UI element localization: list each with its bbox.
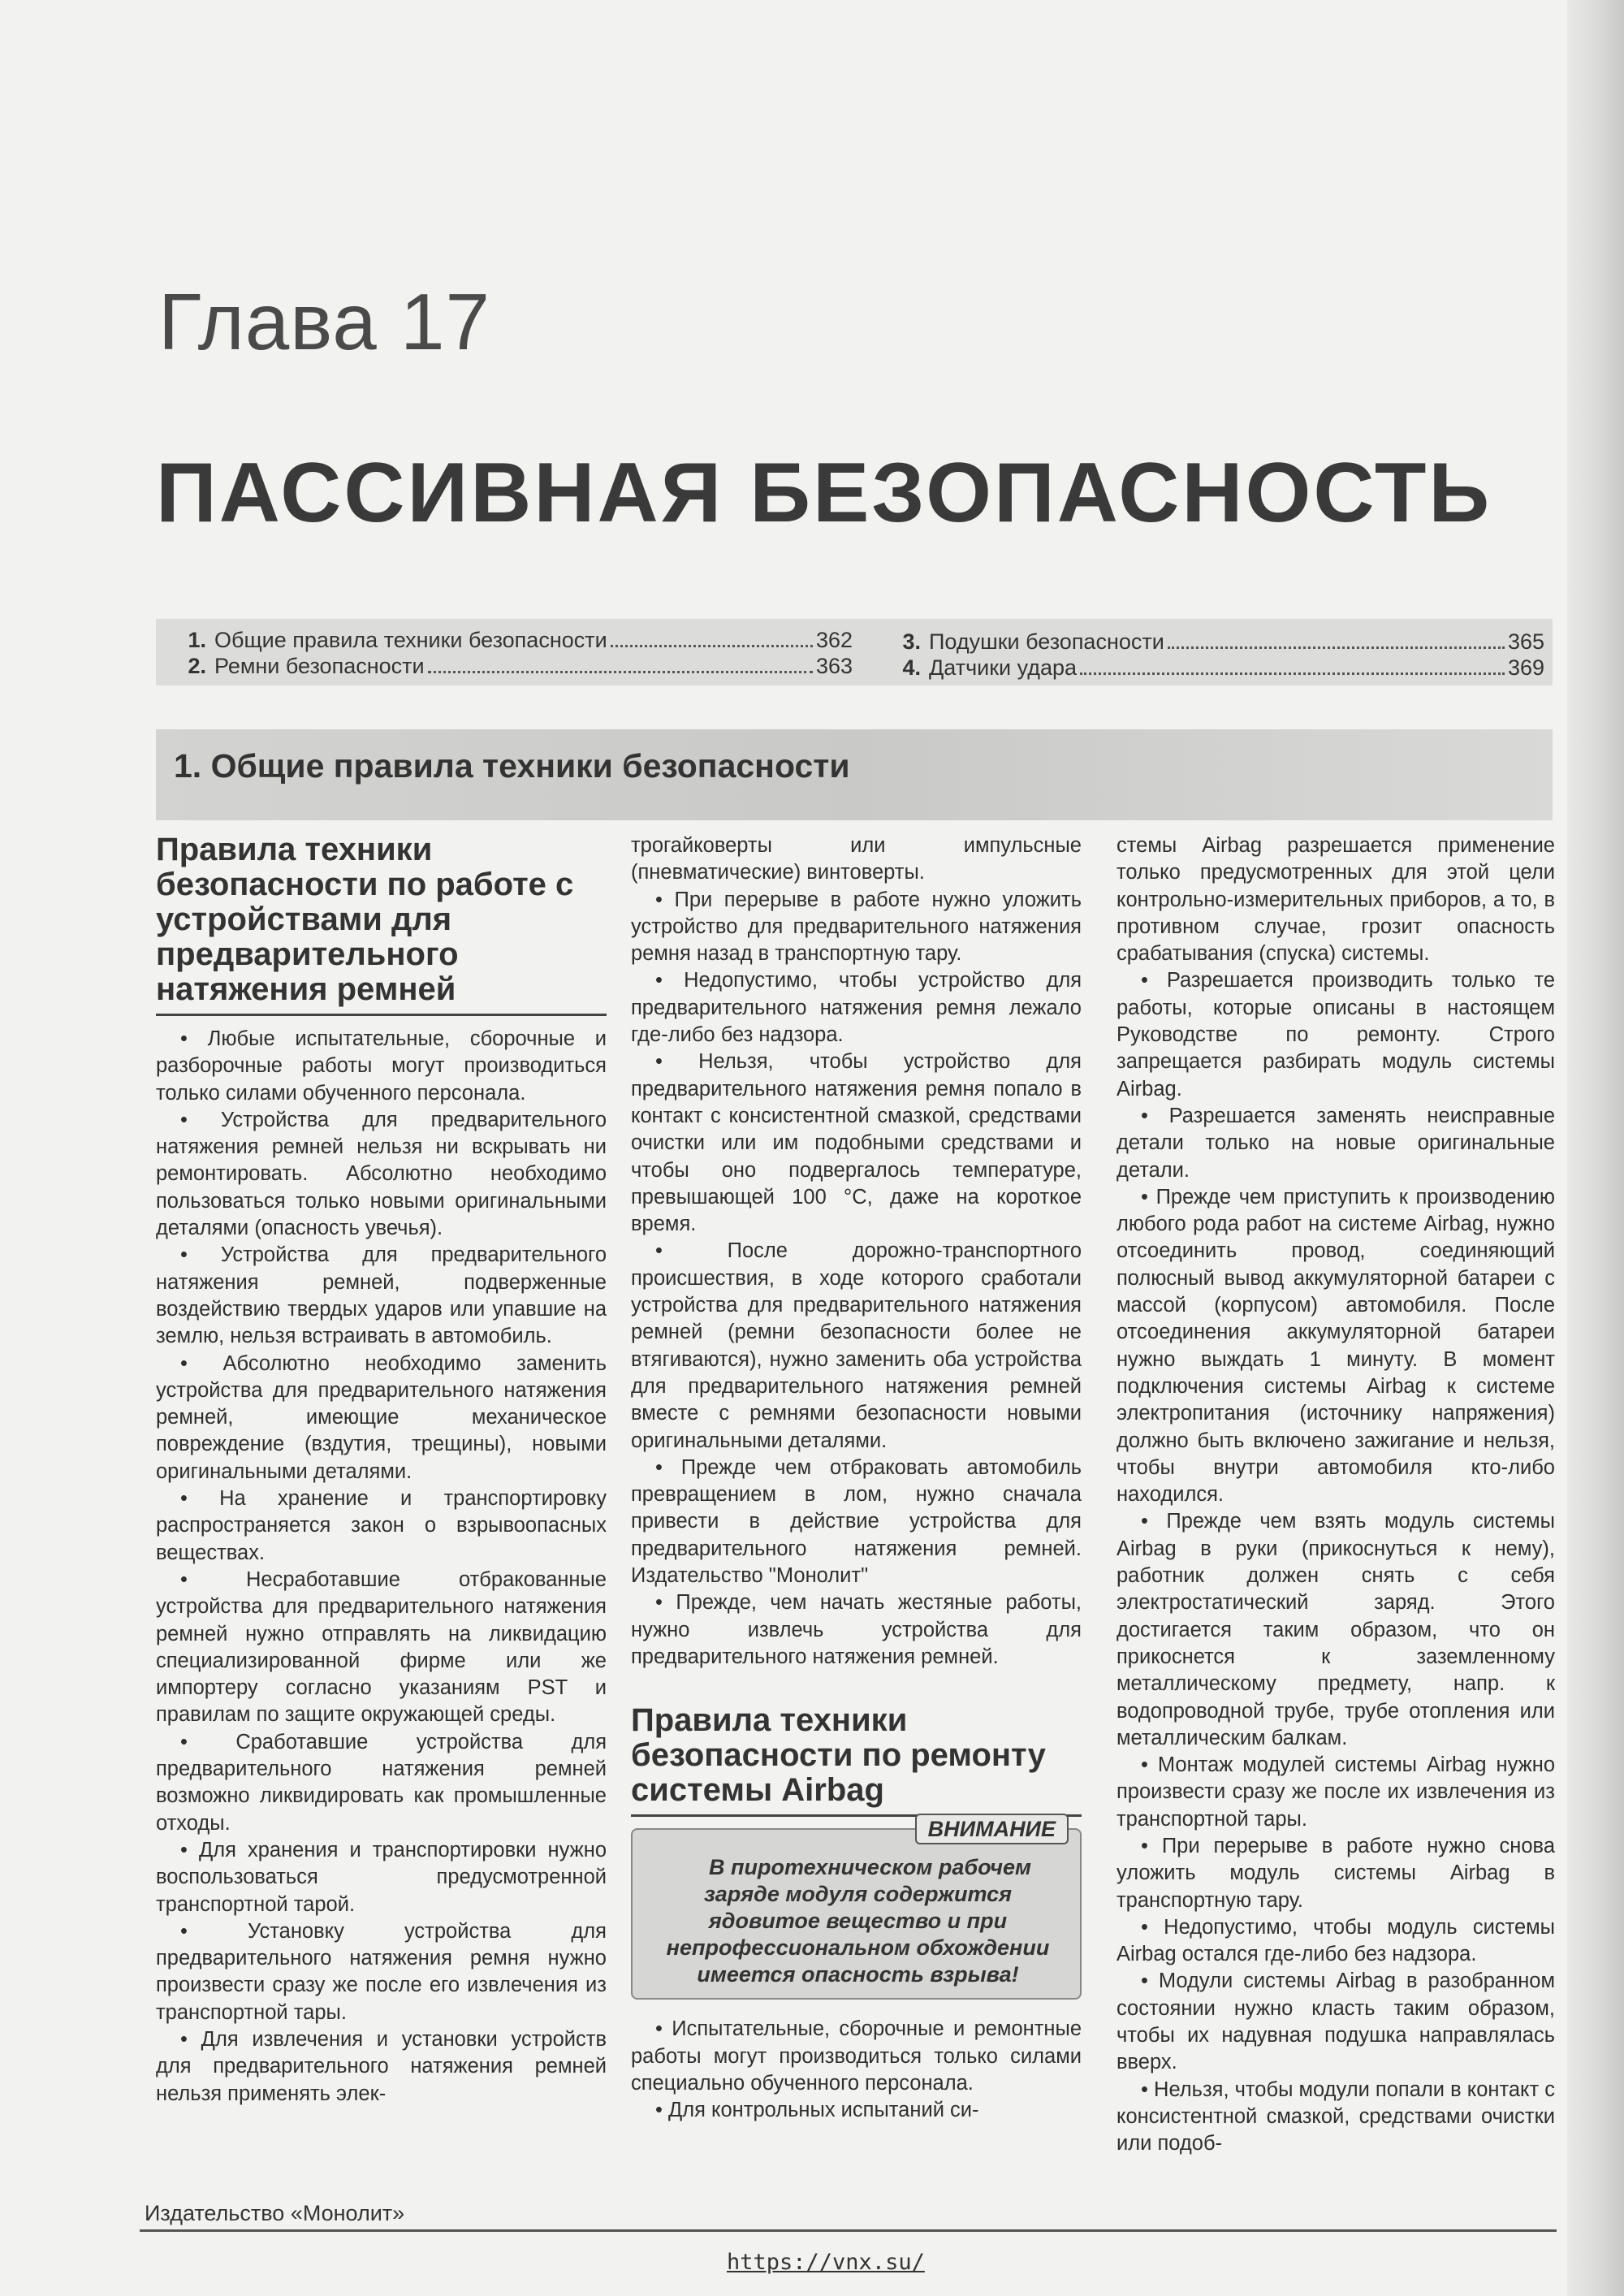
toc-item-page: 363 bbox=[815, 654, 853, 678]
paragraph: • После дорожно-транспортного происшествия, в ходе которого сработали устройства для предварительного натяжения ремней (ремни безопасности более не втягиваются), нужно заменить оба устройства для предварительного натяжения ремней вместе с ремнями безопасности новыми оригинальными деталями. bbox=[631, 1238, 1082, 1454]
toc-leader-dots bbox=[1168, 629, 1505, 649]
toc-item-number: 2. bbox=[188, 654, 206, 678]
toc-item-number: 1. bbox=[188, 628, 206, 652]
paragraph: • Модули системы Airbag в разобранном состоянии нужно класть таким образом, чтобы их надувная подушка направлялась вверх. bbox=[1116, 1968, 1555, 2076]
paragraph: • Недопустимо, чтобы модуль системы Airbag остался где-либо без надзора. bbox=[1116, 1914, 1555, 1969]
paragraph: • Монтаж модулей системы Airbag нужно произвести сразу же после их извлечения из транспортной тары. bbox=[1116, 1752, 1555, 1833]
paragraph: • Разрешается производить только те работы, которые описаны в настоящем Руководстве по ремонту. Строго запрещается разбирать модуль системы Airbag. bbox=[1116, 967, 1555, 1102]
paragraph: • При перерыве в работе нужно снова уложить модуль системы Airbag в транспортную тару. bbox=[1116, 1833, 1555, 1914]
toc-item-text: Общие правила техники безопасности bbox=[214, 628, 607, 652]
toc-leader-dots bbox=[428, 653, 813, 673]
subsection-heading: Правила техники безопасности по работе с устройствами для предварительного натяжения ремней bbox=[156, 832, 607, 1016]
toc-item-page: 362 bbox=[815, 628, 853, 652]
toc-item-number: 4. bbox=[902, 655, 921, 680]
toc-item-text: Подушки безопасности bbox=[929, 629, 1164, 654]
paragraph: • Разрешается заменять неисправные детали только на новые оригинальные детали. bbox=[1116, 1103, 1555, 1184]
paragraph: • Нельзя, чтобы модули попали в контакт с консистентной смазкой, средствами очистки или подоб- bbox=[1116, 2077, 1555, 2158]
paragraph: • Прежде, чем начать жестяные работы, нужно извлечь устройства для предварительного натяжения ремней. bbox=[631, 1589, 1082, 1671]
toc-item[interactable] bbox=[171, 653, 853, 679]
paragraph: • На хранение и транспортировку распространяется закон о взрывоопасных веществах. bbox=[156, 1485, 607, 1567]
paragraph: • Прежде чем взять модуль системы Airbag в руки (прикоснуться к нему), работник должен снять с себя электростатический заряд. Этого достигается таким образом, что он прикоснется к заземленному металлическому предмету, напр. к водопроводной трубе, трубе отопления или металлическим балкам. bbox=[1116, 1508, 1555, 1752]
toc-item-text: Ремни безопасности bbox=[214, 654, 425, 678]
paragraph: • Испытательные, сборочные и ремонтные работы могут производиться только силами специально обученного персонала. bbox=[631, 2016, 1082, 2097]
warning-tag: ВНИМАНИЕ bbox=[915, 1814, 1069, 1844]
toc-item-text: Датчики удара bbox=[929, 655, 1078, 680]
footer-publisher: Издательство «Монолит» bbox=[145, 2201, 405, 2225]
paragraph: • Устройства для предварительного натяжения ремней нельзя ни вскрывать ни ремонтировать. Абсолютно необходимо пользоваться только новыми оригинальными деталями (опасность увечья). bbox=[156, 1107, 607, 1242]
chapter-title: ПАССИВНАЯ БЕЗОПАСНОСТЬ bbox=[156, 446, 1492, 540]
section-header-band bbox=[156, 729, 1553, 820]
paragraph: • Для контрольных испытаний си- bbox=[631, 2097, 1082, 2124]
page-edge-shadow bbox=[1567, 0, 1624, 2296]
paragraph-continued: стемы Airbag разрешается применение только предусмотренных для этой цели контрольно-измерительных приборов, а то, в противном случае, грозит опасность срабатывания (спуска) системы. bbox=[1116, 834, 1555, 966]
paragraph: • Для извлечения и установки устройств для предварительного натяжения ремней нельзя применять элек- bbox=[156, 2026, 607, 2108]
text-column-2 bbox=[631, 832, 1082, 2124]
paragraph: • Любые испытательные, сборочные и разборочные работы могут производиться только силами обученного персонала. bbox=[156, 1026, 607, 1107]
warning-text: В пиротехническом рабочем заряде модуля содержится ядовитое вещество и при непрофессиональном обхождении имеется опасность взрыва! bbox=[666, 1855, 1050, 1987]
subsection-heading: Правила техники безопасности по ремонту системы Airbag bbox=[631, 1703, 1082, 1817]
paragraph: • Устройства для предварительного натяжения ремней, подверженные воздействию твердых ударов или упавшие на землю, нельзя встраивать в автомобиль. bbox=[156, 1242, 607, 1350]
toc-item[interactable] bbox=[171, 627, 853, 653]
paragraph: • Прежде чем приступить к производению любого рода работ на системе Airbag, нужно отсоединить провод, соединяющий полюсный вывод аккумуляторной батареи с массой (корпусом) автомобиля. После отсоединения аккумуляторной батареи нужно выждать 1 минуту. В момент подключения системы Airbag к системе электропитания (источнику напряжения) должно быть включено зажигание и нельзя, чтобы внутри автомобиля кто-либо находился. bbox=[1116, 1184, 1555, 1509]
paragraph: • При перерыве в работе нужно уложить устройство для предварительного натяжения ремня назад в транспортную тару. bbox=[631, 887, 1082, 968]
section-title: 1. Общие правила техники безопасности bbox=[174, 747, 850, 785]
toc-leader-dots bbox=[611, 627, 813, 647]
footer-divider bbox=[140, 2229, 1557, 2232]
toc-item-page: 369 bbox=[1507, 655, 1544, 680]
toc-item-page: 365 bbox=[1507, 629, 1544, 654]
paragraph: • Нельзя, чтобы устройство для предварительного натяжения ремня попало в контакт с консистентной смазкой, средствами очистки или им подобными средствами и чтобы оно подвергалось температуре, превышающей 100 °С, даже на короткое время. bbox=[631, 1049, 1082, 1238]
text-column-1 bbox=[156, 832, 607, 2108]
toc-item[interactable] bbox=[885, 629, 1544, 655]
paragraph: • Для хранения и транспортировки нужно воспользоваться предусмотренной транспортной тарой. bbox=[156, 1837, 607, 1918]
text-column-3 bbox=[1116, 832, 1555, 2158]
paragraph: • Установку устройства для предварительного натяжения ремня нужно произвести сразу же после его извлечения из транспортной тары. bbox=[156, 1918, 607, 2026]
table-of-contents bbox=[156, 619, 1553, 685]
paragraph-continued: трогайковерты или импульсные (пневматические) винтоверты. bbox=[631, 834, 1082, 884]
warning-box bbox=[631, 1817, 1082, 2000]
toc-item[interactable] bbox=[885, 655, 1544, 681]
paragraph: • Недопустимо, чтобы устройство для предварительного натяжения ремня лежало где-либо без надзора. bbox=[631, 967, 1082, 1049]
footer-url-link[interactable]: https://vnx.su/ bbox=[727, 2250, 925, 2275]
toc-leader-dots bbox=[1080, 655, 1505, 675]
toc-item-number: 3. bbox=[902, 629, 921, 654]
paragraph: • Прежде чем отбраковать автомобиль превращением в лом, нужно сначала привести в действие устройства для предварительного натяжения ремней. Издательство "Монолит" bbox=[631, 1455, 1082, 1589]
paragraph: • Несработавшие отбракованные устройства для предварительного натяжения ремней нужно отправлять на ликвидацию специализированной фирме или же импортеру согласно указаниям PST и правилам по защите окружающей среды. bbox=[156, 1567, 607, 1729]
paragraph: • Сработавшие устройства для предварительного натяжения ремней возможно ликвидировать как промышленные отходы. bbox=[156, 1729, 607, 1837]
chapter-label: Глава 17 bbox=[158, 277, 490, 366]
paragraph: • Абсолютно необходимо заменить устройства для предварительного натяжения ремней, имеющие механическое повреждение (вздутия, трещины), новыми оригинальными деталями. bbox=[156, 1351, 607, 1485]
